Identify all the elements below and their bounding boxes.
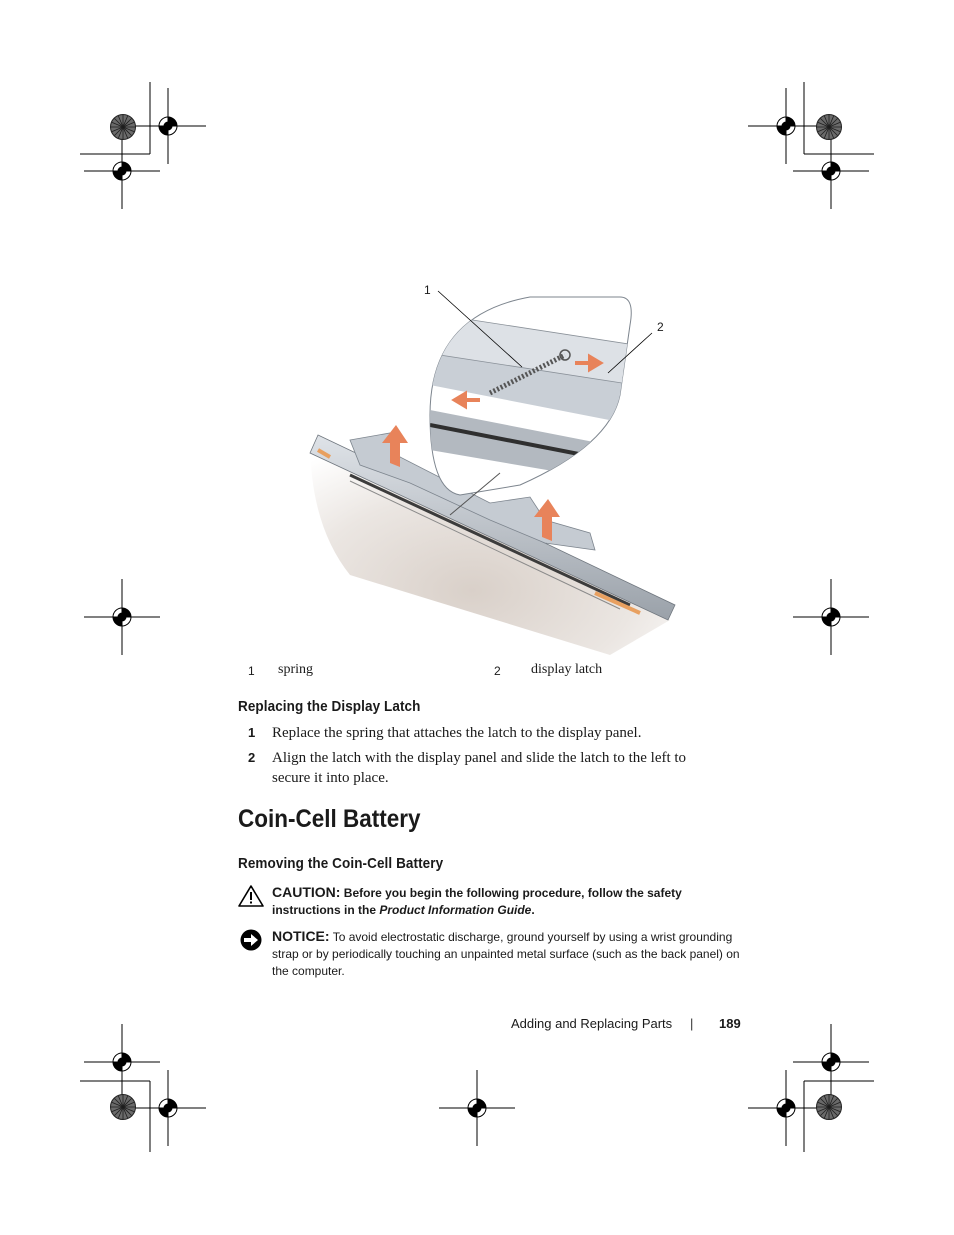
notice-label: NOTICE: <box>272 928 330 944</box>
section-heading-removing-battery: Removing the Coin-Cell Battery <box>238 855 444 872</box>
step-text: Align the latch with the display panel and slide the latch to the left to secure it into place. <box>272 750 687 786</box>
step-number: 2 <box>248 750 256 765</box>
caption-text: display latch <box>531 662 603 677</box>
footer-separator: | <box>690 1016 694 1031</box>
chapter-title-coin-cell-battery: Coin-Cell Battery <box>238 805 421 833</box>
display-latch-illustration <box>290 275 690 660</box>
step-number: 1 <box>248 725 256 740</box>
guide-title: Product Information Guide <box>379 903 532 917</box>
page-number: 189 <box>719 1016 741 1031</box>
caption-number: 2 <box>494 664 501 678</box>
notice-text: To avoid electrostatic discharge, ground yourself by using a wrist grounding strap or by periodically touching an unpainted metal surface (such as the back panel) on the computer. <box>272 930 740 978</box>
callout-1: 1 <box>424 283 431 297</box>
caution-text: Before you begin the following procedure, follow the safety instructions in the <box>272 886 682 917</box>
footer-section-title: Adding and Replacing Parts <box>511 1016 673 1031</box>
notice-arrow-icon <box>238 928 264 952</box>
caption-number: 1 <box>248 664 255 678</box>
caution-label: CAUTION: <box>272 884 341 900</box>
section-heading-replacing-latch: Replacing the Display Latch <box>238 698 421 715</box>
caution-end: . <box>531 903 535 917</box>
callout-2: 2 <box>657 320 664 334</box>
step-text: Replace the spring that attaches the latch to the display panel. <box>272 725 642 741</box>
caution-triangle-icon <box>238 884 264 908</box>
caption-text: spring <box>278 662 313 677</box>
